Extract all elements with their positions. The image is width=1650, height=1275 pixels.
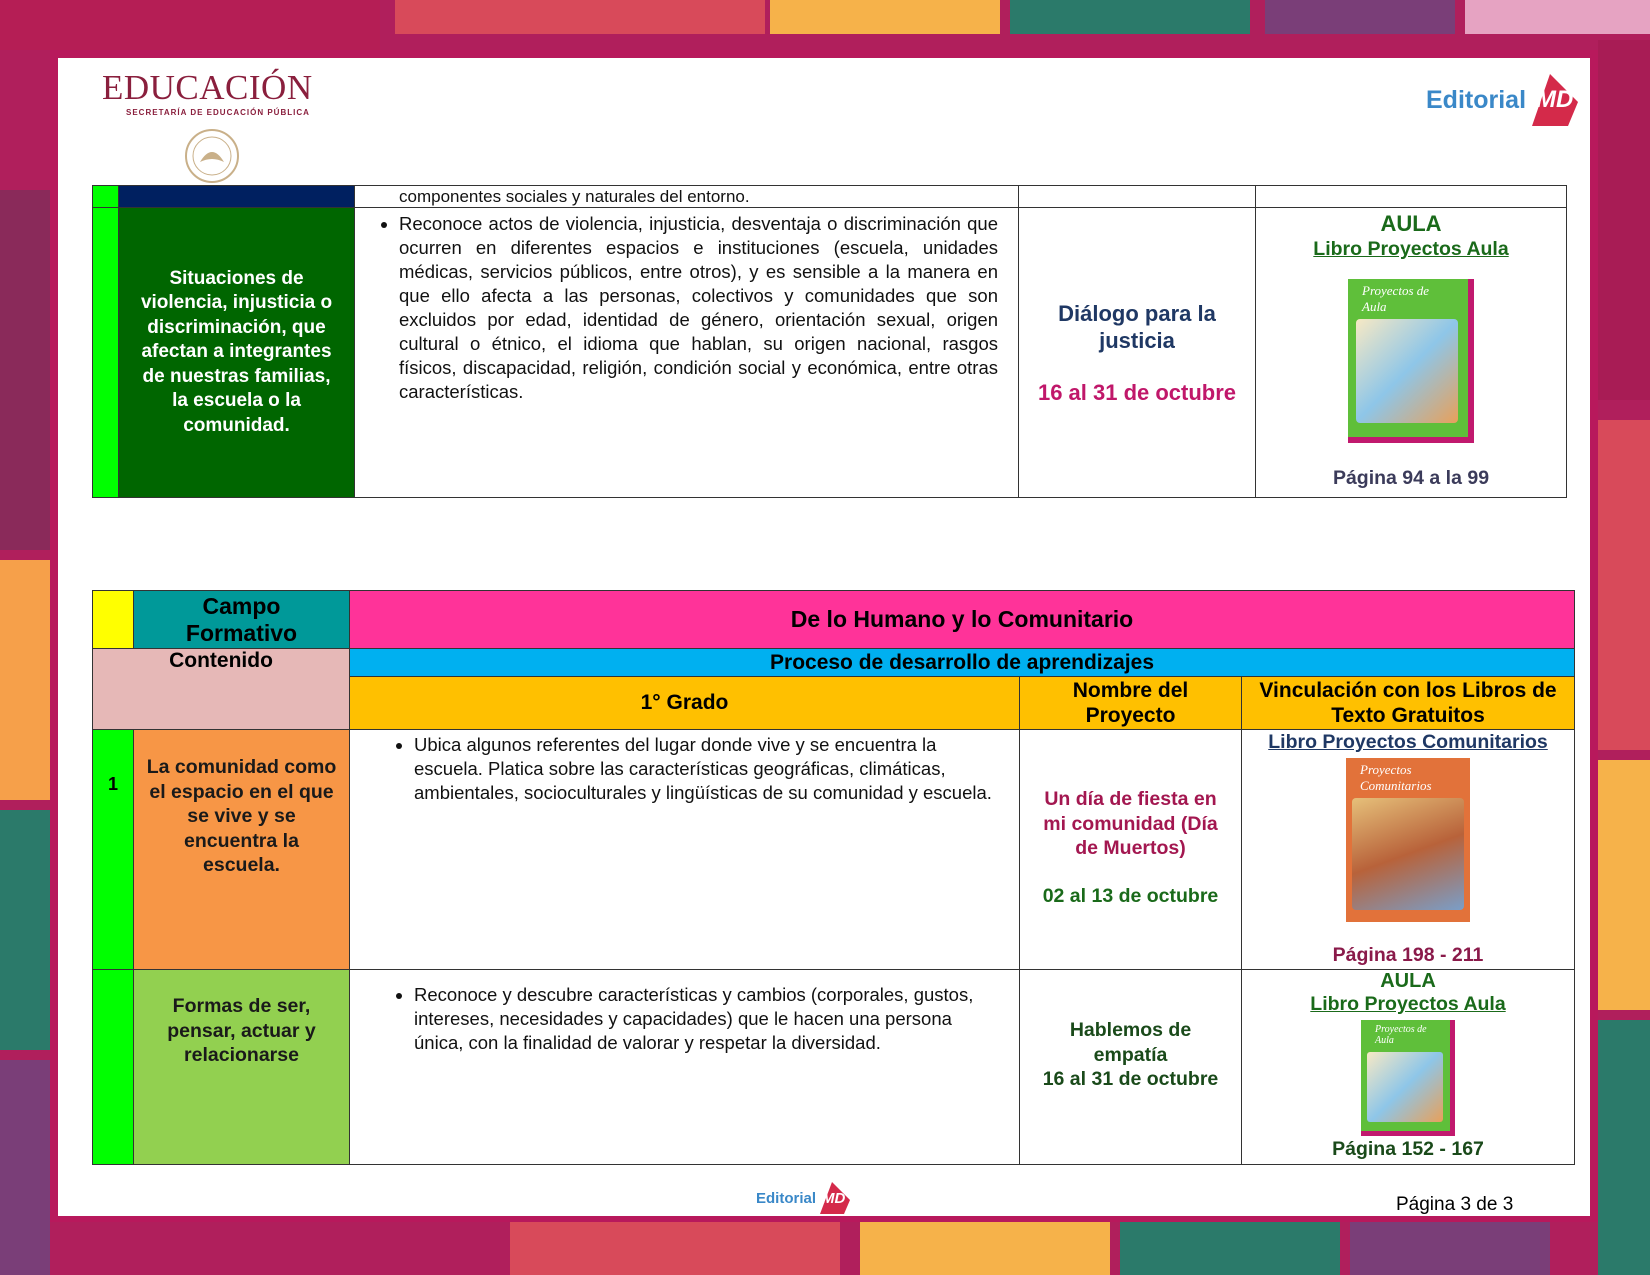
grado-header-cell xyxy=(350,677,1020,730)
pda-cell xyxy=(355,208,1019,498)
campo-label-cell xyxy=(134,591,350,649)
campo-value-cell xyxy=(350,591,1575,649)
pda-cell xyxy=(350,970,1020,1165)
color-strip xyxy=(119,186,355,208)
contenido-text: Formas de ser, pensar, actuar y relacionarse xyxy=(167,995,316,1066)
table-row xyxy=(93,186,1567,208)
pda-label: Proceso de desarrollo de aprendizajes xyxy=(770,650,1154,674)
bg-block xyxy=(1598,760,1650,1010)
sep-logo-title: EDUCACIÓN xyxy=(102,68,313,107)
pda-continuation-text: componentes sociales y naturales del entorno. xyxy=(399,187,750,206)
bg-block xyxy=(1598,420,1650,750)
campo-value: De lo Humano y lo Comunitario xyxy=(790,606,1134,632)
row-number: 1 xyxy=(107,774,118,794)
bg-block xyxy=(510,1222,840,1275)
pda-text: • Reconoce actos de violencia, injusticia, desventaja o discriminación que ocurren en diferentes espacios e instituciones (escuela, unidades médicas, servicios públicos, entre otros), y es sensible a la manera en que ello afecta a las personas, colectivos y comunidades que son excluidos por edad, identidad de género, orientación sexual, origen cultural o étnico, el idioma que hablan, su origen nacional, rasgos físicos, discapacidad, religión, condición social y económica, entre otras características. xyxy=(399,212,998,404)
contenido-text: La comunidad como el espacio en el que se vive y se encuentra la escuela. xyxy=(146,756,337,876)
proyecto-name: Hablemos de empatía xyxy=(1069,1019,1192,1066)
vinculacion-header-cell xyxy=(1242,677,1575,730)
bg-block xyxy=(0,0,380,50)
libro-link[interactable]: Libro Proyectos Aula xyxy=(1310,993,1506,1015)
contenido-cell xyxy=(134,970,350,1165)
proyecto-cell xyxy=(1020,730,1242,970)
contenido-cell xyxy=(134,730,350,970)
row-number-cell xyxy=(93,970,134,1165)
book-cover-comunitarios xyxy=(1346,758,1470,922)
bg-block xyxy=(1350,1222,1550,1275)
proyecto-cell xyxy=(1020,970,1242,1165)
pda-header-cell xyxy=(350,649,1575,677)
paginas: Página 198 - 211 xyxy=(1332,944,1484,966)
book-cover-title: Proyectos de Aula xyxy=(1362,283,1430,314)
book-cover-aula xyxy=(1361,1020,1455,1136)
proyecto-dates: 16 al 31 de octubre xyxy=(1042,1068,1219,1090)
bg-block xyxy=(395,0,765,34)
table-campo-formativo xyxy=(92,590,1575,1165)
proyecto-dates: 16 al 31 de octubre xyxy=(1037,379,1237,405)
table-row xyxy=(93,730,1575,970)
bg-block xyxy=(1598,1020,1650,1275)
book-illustration xyxy=(1352,798,1464,910)
book-cover-title: Proyectos Comunitarios xyxy=(1360,762,1432,793)
table-row xyxy=(93,649,1575,677)
libro-link[interactable]: Libro Proyectos Comunitarios xyxy=(1268,731,1548,753)
bg-block xyxy=(770,0,1000,34)
editorial-logo-text: Editorial xyxy=(1426,86,1527,114)
table-row xyxy=(93,208,1567,498)
book-illustration xyxy=(1356,319,1458,423)
pda-cell xyxy=(350,730,1020,970)
table-continuation xyxy=(92,185,1567,498)
footer-logo-text: Editorial xyxy=(756,1190,817,1207)
bg-block xyxy=(1265,0,1455,34)
contenido-text: Situaciones de violencia, injusticia o discriminación, que afectan a integrantes de nuestras familias, la escuela o la comunidad. xyxy=(140,267,333,436)
table-row xyxy=(93,970,1575,1165)
book-cover-aula xyxy=(1348,279,1474,443)
footer-logo-mark: MD xyxy=(822,1190,846,1207)
contenido-cell xyxy=(119,208,355,498)
pda-cell xyxy=(355,186,1019,208)
book-cover-title: Proyectos de Aula xyxy=(1375,1024,1427,1046)
pda-text: • Ubica algunos referentes del lugar donde vive y se encuentra la escuela. Platica sobre las características geográficas, climáticas, ambientales, socioculturales y lingüísticas de su comunidad y escuela. xyxy=(414,733,999,805)
proyecto-cell xyxy=(1019,208,1256,498)
color-strip xyxy=(93,186,119,208)
bg-block xyxy=(860,1222,1110,1275)
seal-icon xyxy=(180,128,244,184)
paginas: Página 152 - 167 xyxy=(1332,1138,1484,1160)
grado-label: 1° Grado xyxy=(640,691,729,714)
proyecto-name: Diálogo para la justicia xyxy=(1058,300,1216,353)
pda-text: • Reconoce y descubre características y cambios (corporales, gustos, intereses, necesidades y capacidades) que le hacen una persona única, con la finalidad de valorar y respetar la diversidad. xyxy=(414,983,979,1055)
proyecto-header-cell xyxy=(1020,677,1242,730)
bg-block xyxy=(0,1060,50,1275)
editorial-logo-mark: MD xyxy=(1536,86,1574,113)
sep-logo-subtitle: SECRETARÍA DE EDUCACIÓN PÚBLICA xyxy=(126,108,310,117)
editorial-md-logo xyxy=(1426,68,1586,128)
vinculacion-cell xyxy=(1242,730,1575,970)
empty-cell xyxy=(1256,186,1567,208)
vinculacion-label: Vinculación con los Libros de Texto Gratuitos xyxy=(1259,679,1557,727)
bg-block xyxy=(0,190,50,550)
contenido-header-cell xyxy=(93,649,350,730)
table-row xyxy=(93,591,1575,649)
bg-block xyxy=(1120,1222,1340,1275)
proyecto-name: Un día de fiesta en mi comunidad (Día de Muertos) xyxy=(1043,788,1218,859)
color-strip xyxy=(93,591,134,649)
libro-tipo: AULA xyxy=(1380,970,1436,992)
bg-block xyxy=(0,810,50,1050)
vinculacion-cell xyxy=(1242,970,1575,1165)
contenido-label: Contenido xyxy=(169,649,273,672)
color-strip xyxy=(93,208,119,498)
proyecto-label: Nombre del Proyecto xyxy=(1072,679,1189,727)
libro-link[interactable]: Libro Proyectos Aula xyxy=(1313,238,1509,260)
page-number: Página 3 de 3 xyxy=(1396,1194,1514,1215)
footer-editorial-logo xyxy=(756,1178,852,1218)
book-illustration xyxy=(1367,1052,1443,1122)
empty-cell xyxy=(1019,186,1256,208)
libro-tipo: AULA xyxy=(1380,211,1442,236)
row-number-cell xyxy=(93,730,134,970)
campo-label: Campo Formativo xyxy=(185,592,298,646)
vinculacion-cell xyxy=(1256,208,1567,498)
bg-block xyxy=(1465,0,1650,34)
paginas: Página 94 a la 99 xyxy=(1332,467,1490,489)
bg-block xyxy=(1598,40,1650,400)
proyecto-dates: 02 al 13 de octubre xyxy=(1042,884,1219,907)
bg-block xyxy=(0,560,50,800)
bg-block xyxy=(1010,0,1250,34)
